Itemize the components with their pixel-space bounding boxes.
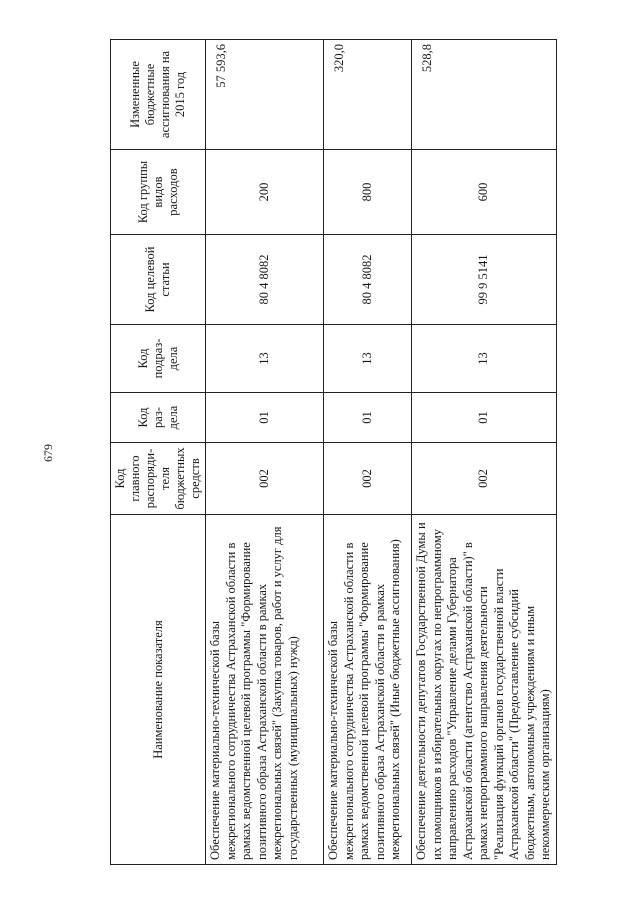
cell-name: Обеспечение материально-технической базы межрегионального сотрудничества Астраханской области в рамках ведомственной целевой программы "Формирование позитивного образа Астраханской области в рамках межрегиональных связей" (Закупка товаров, работ и услуг для государственных (муниципальных) нужд) — [206, 515, 324, 865]
budget-table — [110, 39, 557, 865]
table-row — [412, 40, 557, 865]
header-subsection-code: Код подраз-дела — [111, 325, 206, 393]
cell-section-code: 01 — [324, 393, 412, 443]
cell-subsection-code: 13 — [324, 325, 412, 393]
cell-subsection-code: 13 — [206, 325, 324, 393]
page-number: 679 — [41, 444, 55, 462]
header-admin-code: Код главного распоряди-теля бюджетных средств — [111, 443, 206, 515]
cell-section-code: 01 — [412, 393, 557, 443]
header-amount: Измененные бюджетные ассигнования на 2015 год — [111, 40, 206, 150]
header-target-code: Код целевой статьи — [111, 235, 206, 325]
header-name: Наименование показателя — [111, 515, 206, 865]
cell-admin-code: 002 — [206, 443, 324, 515]
cell-admin-code: 002 — [324, 443, 412, 515]
header-section-code: Код раз-дела — [111, 393, 206, 443]
cell-amount: 320,0 — [324, 40, 412, 150]
cell-target-code: 99 9 5141 — [412, 235, 557, 325]
cell-amount: 57 593,6 — [206, 40, 324, 150]
table-row — [206, 40, 324, 865]
cell-admin-code: 002 — [412, 443, 557, 515]
header-expense-group-code: Код группы видов расходов — [111, 150, 206, 235]
cell-target-code: 80 4 8082 — [324, 235, 412, 325]
budget-table-rotated — [110, 40, 550, 865]
cell-name: Обеспечение деятельности депутатов Государственной Думы и их помощников в избирательных округах по непрограммному направлению расходов "Управление делами Губернатора Астраханской области (агентство Астраханской области)" в рамках непрограммного направления деятельности "Реализация функций органов государственной власти Астраханской области" (Предоставление субсидий бюджетным, автономным учреждениям и иным некоммерческим организациям) — [412, 515, 557, 865]
table-header-row — [111, 40, 206, 865]
cell-expense-group-code: 800 — [324, 150, 412, 235]
cell-name: Обеспечение материально-технической базы межрегионального сотрудничества Астраханской области в рамках ведомственной целевой программы "Формирование позитивного образа Астраханской области в рамках межрегиональных связей" (Иные бюджетные ассигнования) — [324, 515, 412, 865]
cell-expense-group-code: 600 — [412, 150, 557, 235]
cell-subsection-code: 13 — [412, 325, 557, 393]
table-row — [324, 40, 412, 865]
cell-expense-group-code: 200 — [206, 150, 324, 235]
cell-section-code: 01 — [206, 393, 324, 443]
cell-target-code: 80 4 8082 — [206, 235, 324, 325]
cell-amount: 528,8 — [412, 40, 557, 150]
